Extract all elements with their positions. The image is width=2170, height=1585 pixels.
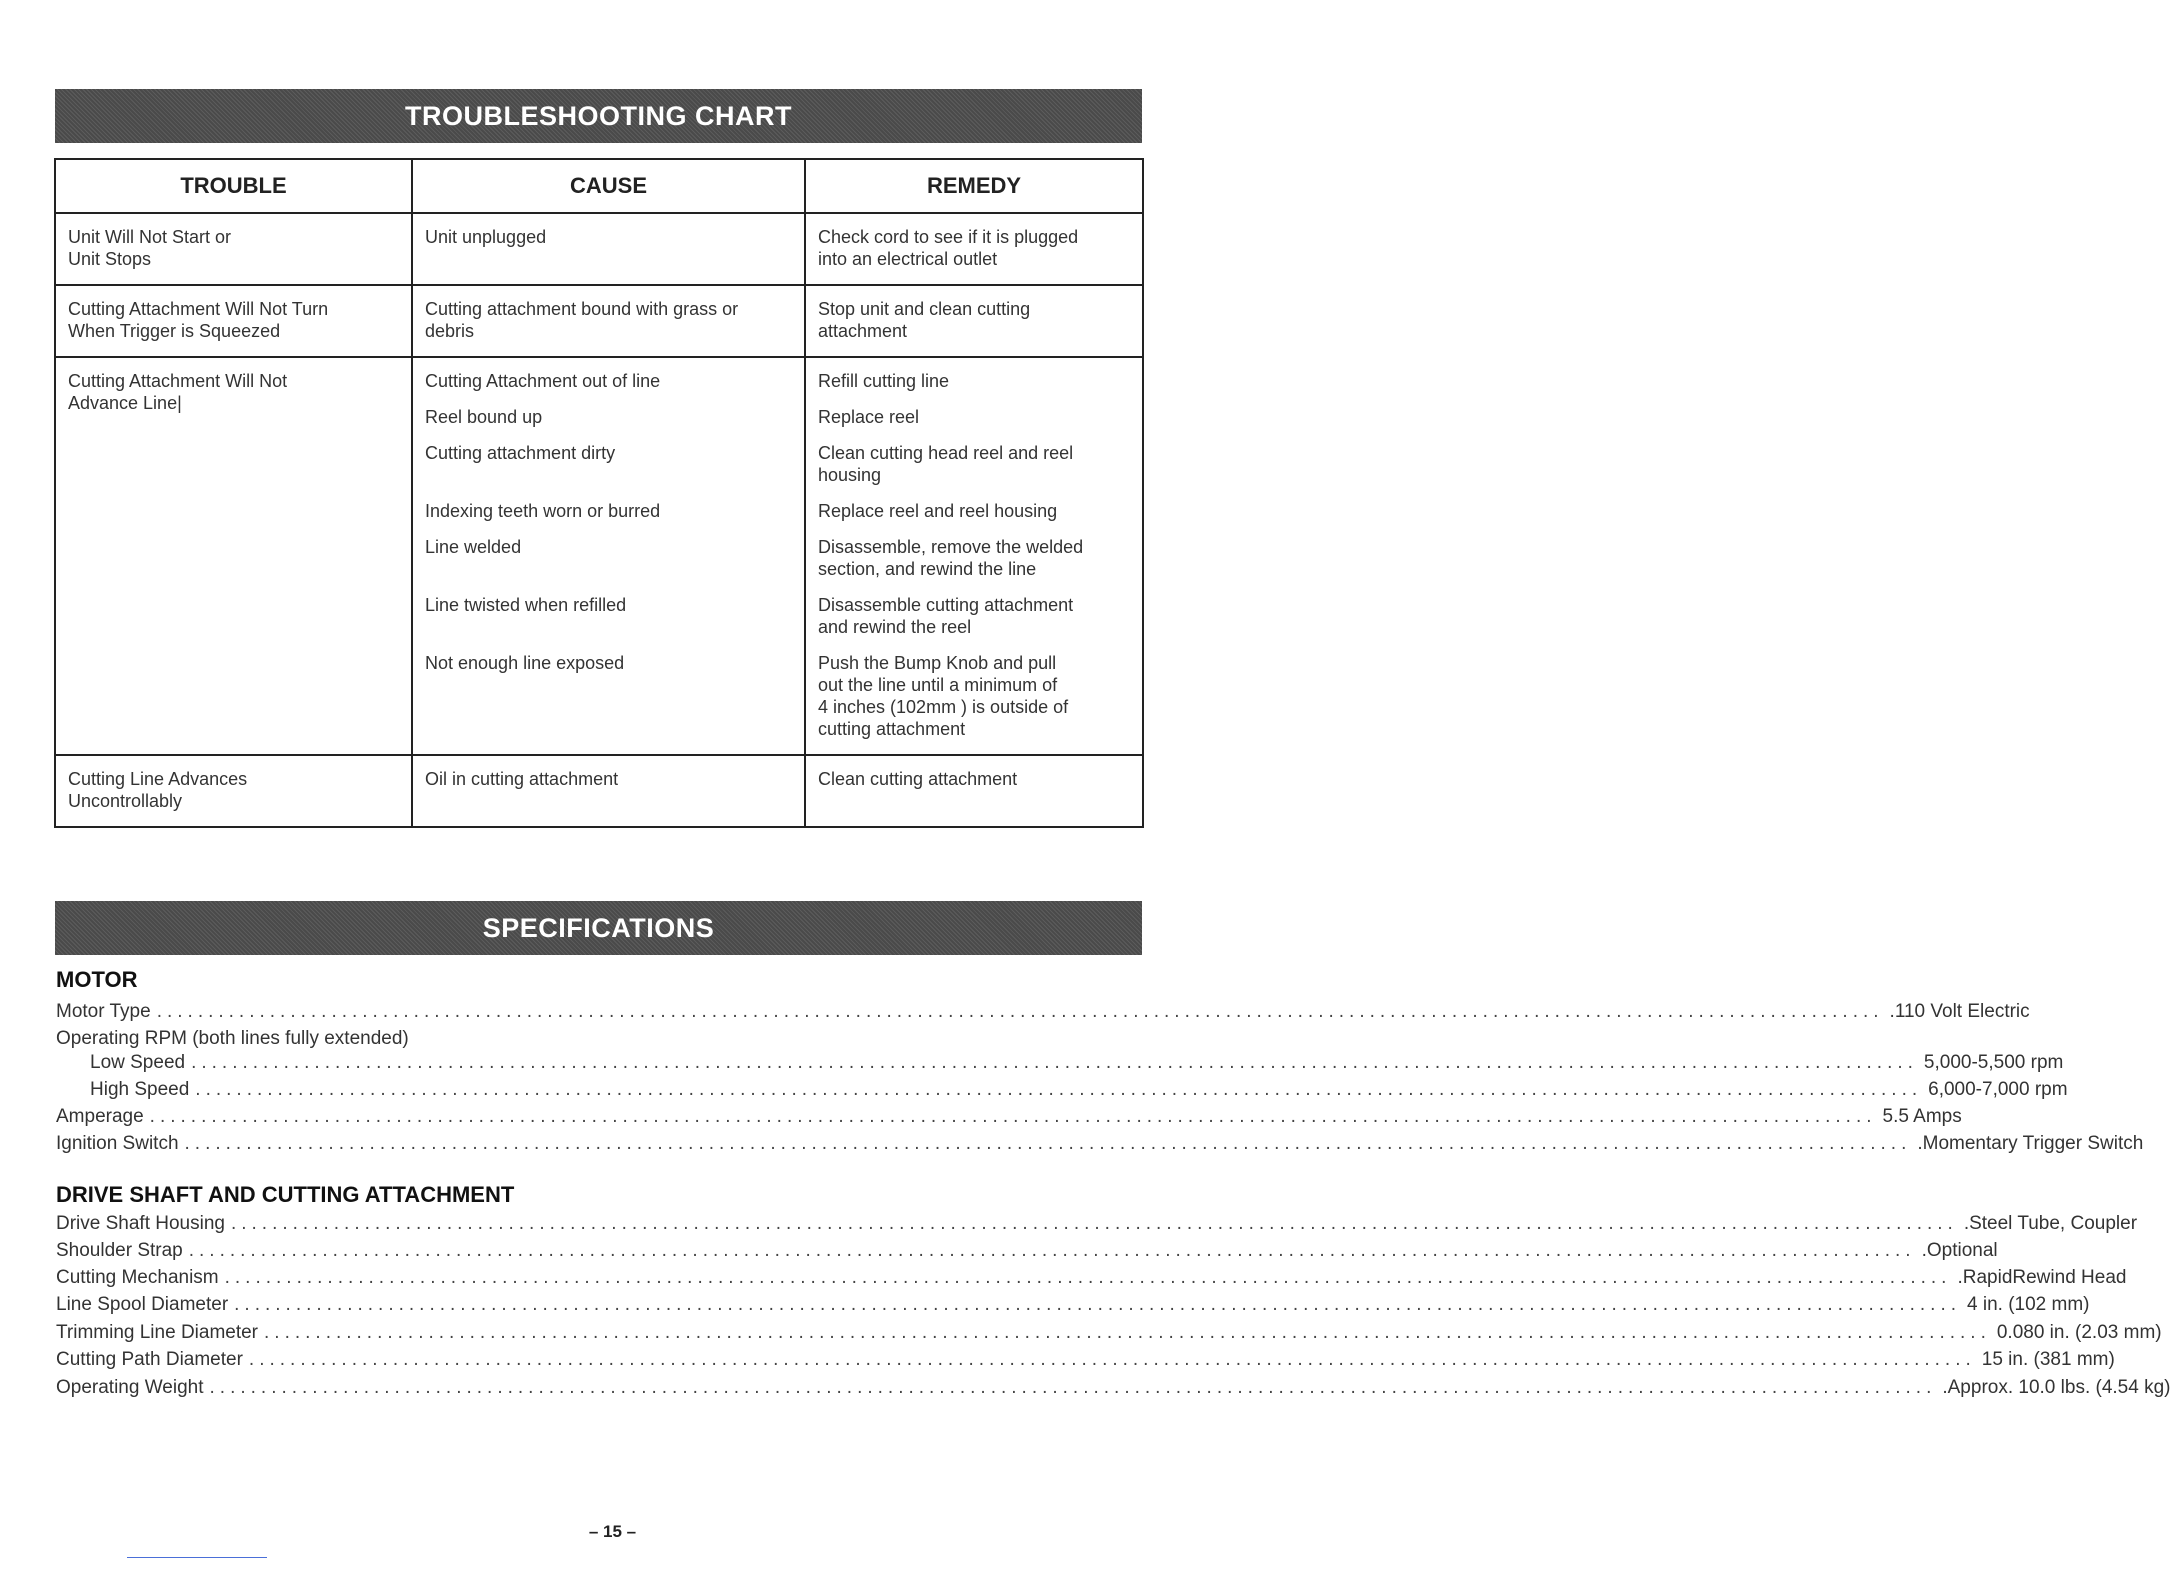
remedy-text: Disassemble cutting attachment and rewind the reel [818, 595, 1074, 637]
cause-text: Not enough line exposed [425, 653, 625, 673]
spec-label: Trimming Line Diameter [56, 1322, 259, 1343]
table-row [55, 755, 1143, 827]
spec-value: .Momentary Trigger Switch [1917, 1133, 2144, 1154]
spec-value: 5.5 Amps [1882, 1106, 1962, 1127]
spec-label: Cutting Mechanism [56, 1267, 219, 1288]
bottom-link-underline[interactable] [127, 1557, 267, 1558]
leader-dots: ........................................................................................................................................................................ [188, 1240, 1916, 1261]
spec-row-operating-weight [56, 1377, 2170, 1404]
spec-label: Drive Shaft Housing [56, 1213, 225, 1234]
specifications-banner [55, 901, 1142, 955]
spec-value: 0.080 in. (2.03 mm) [1996, 1322, 2162, 1343]
spec-row-motor-type [56, 1001, 2030, 1028]
leader-dots: ........................................................................................................................................................................ [248, 1349, 1976, 1370]
spec-label: Cutting Path Diameter [56, 1349, 243, 1370]
leader-dots: ........................................................................................................................................................................ [191, 1052, 1918, 1073]
remedy-cell [805, 357, 1143, 755]
spec-label: Shoulder Strap [56, 1240, 183, 1261]
cause-cell [412, 285, 805, 357]
leader-dots: ........................................................................................................................................................................ [195, 1079, 1923, 1100]
remedy-text: Check cord to see if it is plugged into an electrical outlet [818, 227, 1079, 269]
trouble-cell [55, 213, 412, 285]
remedy-text: Clean cutting head reel and reel housing [818, 443, 1074, 485]
spec-value: .Optional [1921, 1240, 1998, 1261]
cause-text: Line twisted when refilled [425, 595, 627, 615]
spec-row-cutting-mechanism [56, 1267, 2127, 1294]
spec-row-line-spool-diameter [56, 1294, 2090, 1321]
remedy-text: Stop unit and clean cutting attachment [818, 299, 1031, 341]
remedy-text: Refill cutting line [818, 371, 950, 391]
leader-dots: ........................................................................................................................................................................ [234, 1294, 1961, 1315]
spec-label: Line Spool Diameter [56, 1294, 229, 1315]
remedy-cell [805, 285, 1143, 357]
header-remedy: REMEDY [805, 159, 1143, 213]
drive-heading: DRIVE SHAFT AND CUTTING ATTACHMENT [56, 1182, 515, 1207]
spec-row-amperage [56, 1106, 1962, 1133]
table-body [55, 213, 1143, 827]
troubleshooting-title: TROUBLESHOOTING CHART [405, 100, 792, 131]
remedy-text: Replace reel and reel housing [818, 501, 1058, 521]
table-row [55, 285, 1143, 357]
cause-cell [412, 357, 805, 755]
troubleshooting-banner [55, 89, 1142, 143]
leader-dots: ........................................................................................................................................................................ [224, 1267, 1952, 1288]
spec-value: .Steel Tube, Coupler [1963, 1213, 2138, 1234]
spec-row-operating-rpm [56, 1028, 1126, 1055]
spec-value: .Approx. 10.0 lbs. (4.54 kg) [1942, 1377, 2170, 1398]
cause-text: Cutting Attachment out of line [425, 371, 661, 391]
leader-dots: ........................................................................................................................................................................ [264, 1322, 1991, 1343]
table-row [55, 357, 1143, 755]
spec-label: Operating Weight [56, 1377, 204, 1398]
spec-value: 5,000-5,500 rpm [1923, 1052, 2064, 1073]
spec-value: .110 Volt Electric [1889, 1001, 2030, 1022]
remedy-cell [805, 755, 1143, 827]
spec-row-high-speed [90, 1079, 2068, 1106]
leader-dots: ........................................................................................................................................................................ [184, 1133, 1912, 1154]
header-cause: CAUSE [412, 159, 805, 213]
cause-text: Reel bound up [425, 407, 543, 427]
trouble-text: Cutting Attachment Will Not Advance Line| [68, 371, 288, 413]
spec-label: Amperage [56, 1106, 144, 1127]
spec-value: 15 in. (381 mm) [1981, 1349, 2115, 1370]
leader-dots: ........................................................................................................................................................................ [209, 1377, 1937, 1398]
table-header-row [55, 159, 1143, 213]
leader-dots: ........................................................................................................................................................................ [230, 1213, 1958, 1234]
leader-dots: ........................................................................................................................................................................ [156, 1001, 1884, 1022]
cause-text: Oil in cutting attachment [425, 769, 619, 789]
trouble-cell [55, 357, 412, 755]
cause-cell [412, 755, 805, 827]
remedy-text: Disassemble, remove the welded section, and rewind the line [818, 537, 1084, 579]
specifications-title: SPECIFICATIONS [482, 912, 715, 943]
spec-label: High Speed [90, 1079, 190, 1100]
spec-value: 6,000-7,000 rpm [1928, 1079, 2068, 1100]
trouble-text: Cutting Line Advances Uncontrollably [68, 769, 248, 811]
spec-row-trimming-line-diameter [56, 1322, 2162, 1349]
spec-label: Operating RPM (both lines fully extended) [56, 1028, 409, 1049]
leader-dots: ........................................................................................................................................................................ [149, 1106, 1877, 1127]
remedy-text: Replace reel [818, 407, 920, 427]
header-trouble: TROUBLE [55, 159, 412, 213]
motor-heading: MOTOR [56, 967, 138, 992]
table-row [55, 213, 1143, 285]
cause-text: Cutting attachment bound with grass or debris [425, 299, 739, 341]
spec-row-ignition-switch [56, 1133, 2144, 1160]
spec-label: Low Speed [90, 1052, 186, 1073]
page-number: – 15 – [588, 1522, 637, 1541]
spec-row-cutting-path-diameter [56, 1349, 2115, 1376]
remedy-cell [805, 213, 1143, 285]
cause-cell [412, 213, 805, 285]
spec-row-shoulder-strap [56, 1240, 1998, 1267]
trouble-cell [55, 755, 412, 827]
remedy-text: Clean cutting attachment [818, 769, 1018, 789]
trouble-cell [55, 285, 412, 357]
spec-value: .RapidRewind Head [1957, 1267, 2127, 1288]
spec-value: 4 in. (102 mm) [1967, 1294, 2090, 1315]
cause-text: Indexing teeth worn or burred [425, 501, 661, 521]
spec-label: Ignition Switch [56, 1133, 179, 1154]
spec-row-low-speed [90, 1052, 2064, 1079]
remedy-text: Push the Bump Knob and pull out the line until a minimum of 4 inches (102mm ) is outside of cutting attachment [818, 653, 1069, 739]
spec-row-drive-shaft-housing [56, 1213, 2138, 1240]
trouble-text: Unit Will Not Start or Unit Stops [68, 227, 232, 269]
cause-text: Cutting attachment dirty [425, 443, 616, 463]
cause-text: Unit unplugged [425, 227, 547, 247]
trouble-text: Cutting Attachment Will Not Turn When Trigger is Squeezed [68, 299, 329, 341]
spec-label: Motor Type [56, 1001, 151, 1022]
troubleshooting-table [54, 158, 1144, 828]
cause-text: Line welded [425, 537, 522, 557]
